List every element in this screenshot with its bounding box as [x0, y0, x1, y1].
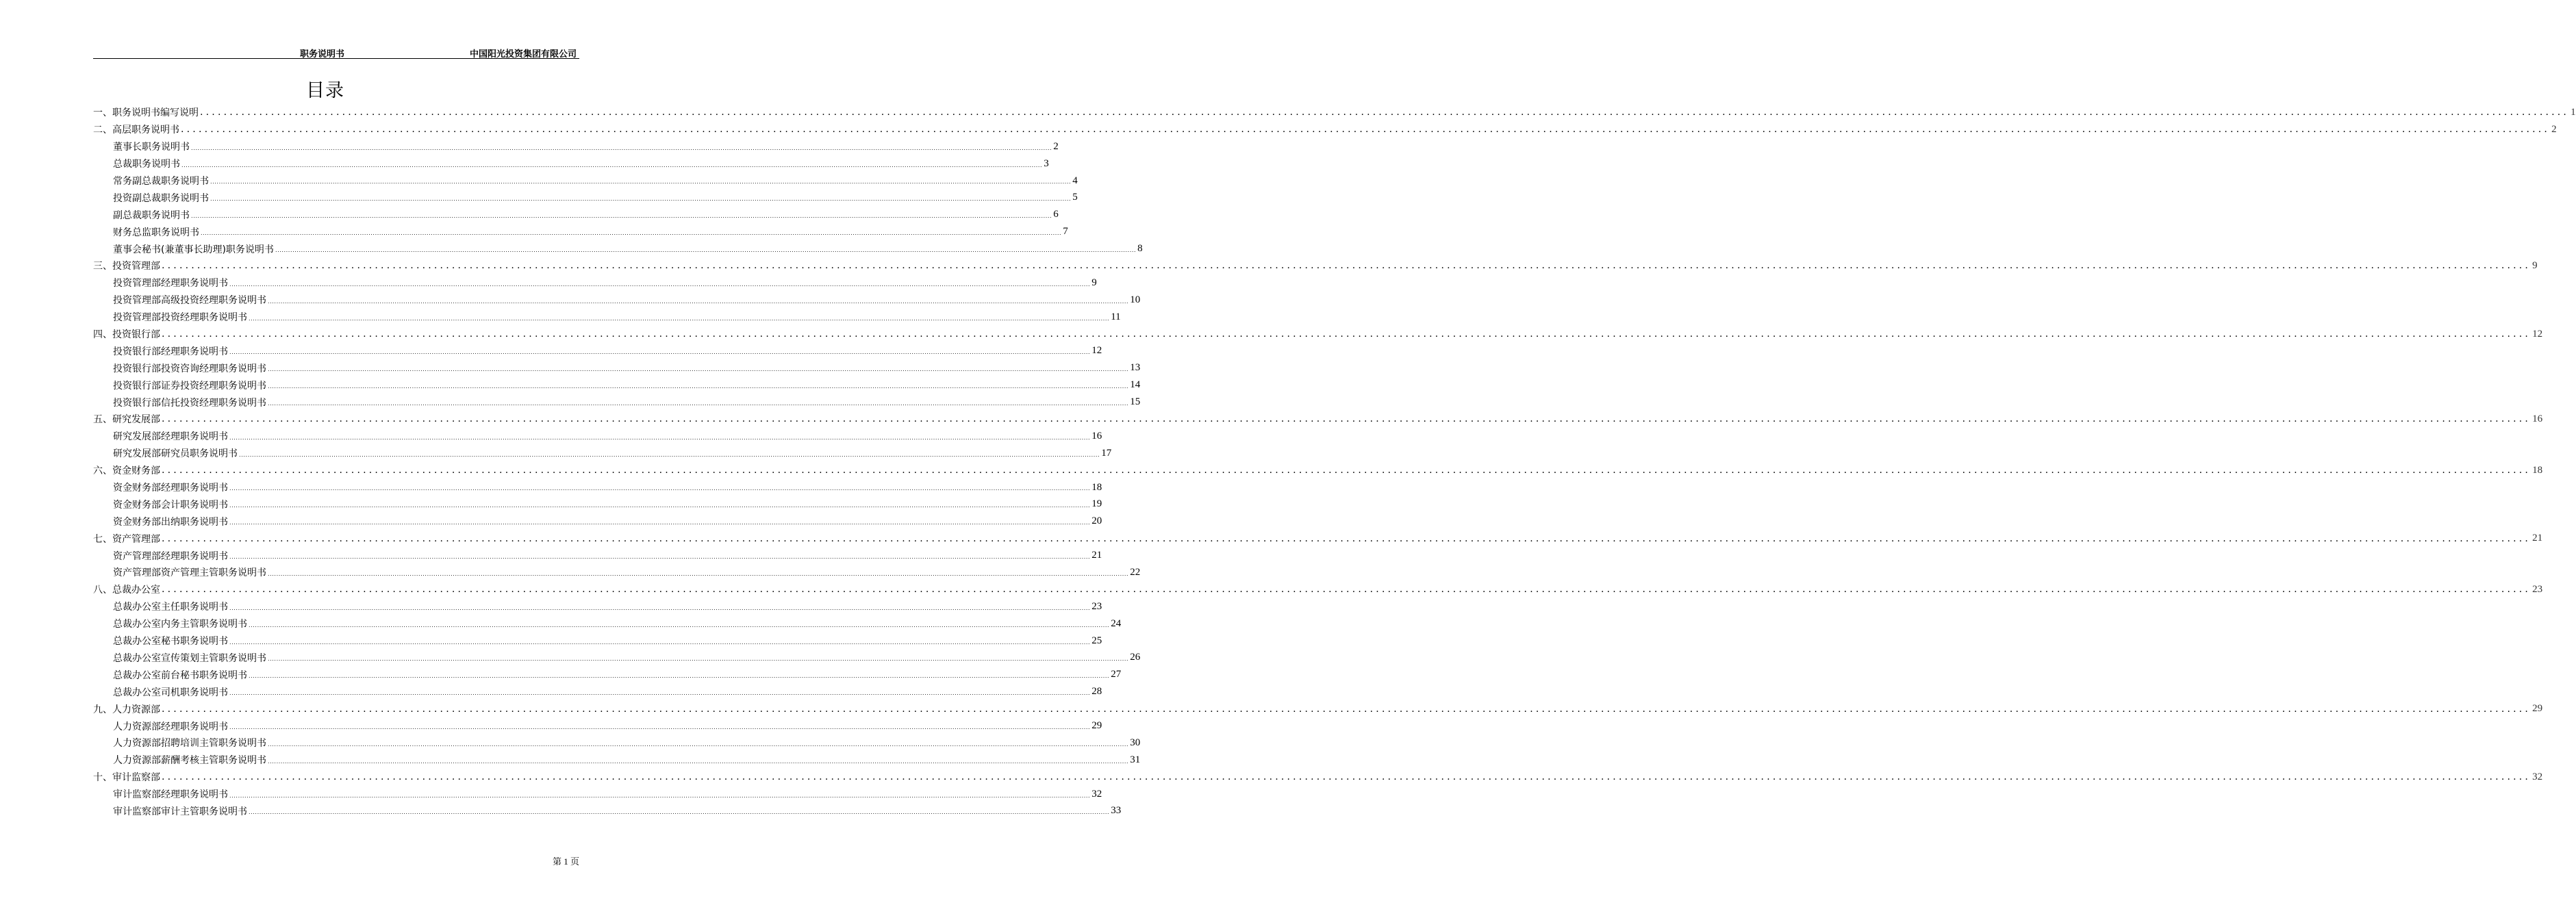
toc-entry-label: 一、职务说明书编写说明: [93, 107, 199, 119]
toc-entry-page-number: 15: [1130, 396, 1141, 408]
dot-leader: ................................................................................................................................................................................................................................................................................................................................................................................................................: [268, 400, 1129, 407]
dot-leader: ................................................................................................................................................................................................................................................................................................................................................................................................................: [229, 520, 1091, 526]
toc-entry-page-number: 18: [1091, 481, 1102, 493]
toc-entry-label: 资金财务部经理职务说明书: [113, 483, 228, 494]
toc-subsection-entry[interactable]: [93, 394, 1141, 411]
table-of-contents: [93, 104, 2576, 819]
toc-entry-page-number: 11: [1111, 311, 1121, 322]
toc-section-entry[interactable]: [93, 462, 2543, 479]
toc-entry-page-number: 23: [2532, 583, 2543, 595]
dot-leader: ................................................................................................................................................................................................................................................................................................................................................................................................................: [229, 502, 1091, 509]
dot-leader: ................................................................................................................................................................................................................................................................................................................................................................................................................: [239, 451, 1100, 458]
toc-entry-page-number: 32: [2532, 771, 2543, 782]
dot-leader: ................................................................................................................................................................................................................................................................................................................................................................................................................: [229, 604, 1091, 611]
toc-entry-label: 审计监察部审计主管职务说明书: [113, 806, 247, 817]
dot-leader: ................................................................................................................................................................................................................................................................................................................................................................................................................: [162, 260, 2531, 272]
toc-subsection-entry[interactable]: [93, 752, 1141, 769]
toc-entry-label: 审计监察部经理职务说明书: [113, 789, 228, 801]
toc-entry-page-number: 13: [1130, 362, 1141, 374]
toc-entry-page-number: 29: [2532, 703, 2543, 715]
dot-leader: ................................................................................................................................................................................................................................................................................................................................................................................................................: [268, 383, 1129, 390]
dot-leader: ................................................................................................................................................................................................................................................................................................................................................................................................................: [162, 703, 2531, 715]
toc-entry-page-number: 2: [2551, 123, 2557, 135]
dot-leader: ................................................................................................................................................................................................................................................................................................................................................................................................................: [191, 144, 1052, 151]
dot-leader: ................................................................................................................................................................................................................................................................................................................................................................................................................: [268, 298, 1129, 305]
dot-leader: ................................................................................................................................................................................................................................................................................................................................................................................................................: [229, 485, 1091, 492]
toc-entry-page-number: 4: [1072, 175, 1078, 186]
toc-entry-label: 十、审计监察部: [93, 772, 160, 784]
toc-entry-page-number: 21: [1091, 550, 1102, 561]
toc-entry-page-number: 2: [1053, 140, 1059, 152]
toc-entry-label: 五、研究发展部: [93, 414, 160, 426]
toc-subsection-entry[interactable]: [93, 223, 1068, 240]
toc-subsection-entry[interactable]: [93, 274, 1097, 292]
dot-leader: ................................................................................................................................................................................................................................................................................................................................................................................................................: [229, 639, 1091, 646]
dot-leader: ................................................................................................................................................................................................................................................................................................................................................................................................................: [162, 584, 2531, 596]
toc-entry-page-number: 20: [1091, 515, 1102, 527]
toc-entry-label: 六、资金财务部: [93, 465, 160, 477]
toc-entry-page-number: 21: [2532, 533, 2543, 544]
toc-subsection-entry[interactable]: [93, 155, 1049, 172]
toc-entry-label: 总裁办公室宣传策划主管职务说明书: [113, 652, 266, 664]
toc-section-entry[interactable]: [93, 326, 2543, 343]
toc-entry-label: 总裁职务说明书: [113, 159, 180, 170]
dot-leader: ................................................................................................................................................................................................................................................................................................................................................................................................................: [162, 771, 2531, 783]
toc-entry-label: 资金财务部会计职务说明书: [113, 499, 228, 511]
toc-entry-label: 八、总裁办公室: [93, 585, 160, 596]
dot-leader: ................................................................................................................................................................................................................................................................................................................................................................................................................: [210, 196, 1072, 203]
toc-section-entry[interactable]: [93, 700, 2543, 717]
toc-entry-label: 投资银行部经理职务说明书: [113, 346, 228, 357]
toc-section-entry[interactable]: [93, 257, 2538, 274]
toc-entry-label: 董事长职务说明书: [113, 142, 190, 153]
toc-subsection-entry[interactable]: [93, 547, 1102, 564]
toc-entry-page-number: 16: [1091, 430, 1102, 442]
toc-entry-label: 总裁办公室秘书职务说明书: [113, 636, 228, 648]
toc-entry-label: 总裁办公室内务主管职务说明书: [113, 619, 247, 630]
dot-leader: ................................................................................................................................................................................................................................................................................................................................................................................................................: [268, 758, 1129, 765]
dot-leader: ................................................................................................................................................................................................................................................................................................................................................................................................................: [181, 124, 2551, 136]
toc-section-entry[interactable]: [93, 121, 2557, 138]
toc-subsection-entry[interactable]: [93, 342, 1102, 359]
dot-leader: ................................................................................................................................................................................................................................................................................................................................................................................................................: [229, 554, 1091, 561]
dot-leader: ................................................................................................................................................................................................................................................................................................................................................................................................................: [268, 656, 1129, 663]
toc-entry-page-number: 33: [1111, 805, 1122, 817]
toc-entry-label: 四、投资银行部: [93, 329, 160, 341]
dot-leader: ................................................................................................................................................................................................................................................................................................................................................................................................................: [191, 213, 1052, 220]
toc-entry-page-number: 7: [1063, 226, 1068, 238]
dot-leader: ................................................................................................................................................................................................................................................................................................................................................................................................................: [249, 809, 1110, 816]
toc-subsection-entry[interactable]: [93, 717, 1102, 734]
page-number-footer: 第 1 页: [552, 856, 579, 867]
toc-subsection-entry[interactable]: [93, 479, 1102, 496]
toc-entry-page-number: 27: [1111, 669, 1122, 680]
dot-leader: ................................................................................................................................................................................................................................................................................................................................................................................................................: [200, 107, 2570, 118]
toc-subsection-entry[interactable]: [93, 309, 1121, 326]
toc-entry-page-number: 8: [1137, 243, 1143, 255]
toc-entry-page-number: 17: [1101, 447, 1112, 459]
toc-entry-label: 资产管理部经理职务说明书: [113, 550, 228, 562]
toc-entry-page-number: 1: [2571, 106, 2576, 118]
toc-entry-page-number: 19: [1091, 498, 1102, 510]
toc-entry-page-number: 14: [1130, 379, 1141, 391]
dot-leader: ................................................................................................................................................................................................................................................................................................................................................................................................................: [210, 179, 1072, 186]
dot-leader: ................................................................................................................................................................................................................................................................................................................................................................................................................: [275, 247, 1137, 254]
toc-entry-page-number: 25: [1091, 635, 1102, 646]
toc-entry-page-number: 5: [1072, 192, 1078, 203]
dot-leader: ................................................................................................................................................................................................................................................................................................................................................................................................................: [162, 329, 2531, 340]
toc-entry-page-number: 22: [1130, 566, 1141, 578]
toc-subsection-entry[interactable]: [93, 189, 1078, 206]
toc-entry-label: 财务总监职务说明书: [113, 227, 199, 238]
toc-entry-label: 二、高层职务说明书: [93, 125, 179, 136]
page-header: [93, 47, 579, 59]
toc-entry-label: 九、人力资源部: [93, 704, 160, 715]
toc-subsection-entry[interactable]: [93, 496, 1102, 513]
toc-subsection-entry[interactable]: [93, 632, 1102, 650]
toc-subsection-entry[interactable]: [93, 734, 1141, 752]
toc-subsection-entry[interactable]: [93, 445, 1112, 462]
toc-entry-page-number: 26: [1130, 652, 1141, 663]
toc-entry-page-number: 9: [1091, 277, 1097, 288]
toc-subsection-entry[interactable]: [93, 615, 1122, 632]
dot-leader: ................................................................................................................................................................................................................................................................................................................................................................................................................: [162, 533, 2531, 544]
toc-entry-label: 研究发展部研究员职务说明书: [113, 448, 238, 460]
toc-section-entry[interactable]: [93, 581, 2543, 598]
dot-leader: ................................................................................................................................................................................................................................................................................................................................................................................................................: [268, 366, 1129, 373]
dot-leader: ................................................................................................................................................................................................................................................................................................................................................................................................................: [268, 741, 1129, 748]
toc-entry-page-number: 30: [1130, 737, 1141, 748]
toc-entry-label: 投资银行部投资咨询经理职务说明书: [113, 363, 266, 374]
toc-entry-page-number: 9: [2532, 259, 2538, 271]
toc-subsection-entry[interactable]: [93, 138, 1059, 155]
dot-leader: ................................................................................................................................................................................................................................................................................................................................................................................................................: [229, 724, 1091, 730]
toc-entry-label: 投资银行部证券投资经理职务说明书: [113, 380, 266, 392]
dot-leader: ................................................................................................................................................................................................................................................................................................................................................................................................................: [249, 315, 1110, 322]
toc-entry-label: 总裁办公室司机职务说明书: [113, 687, 228, 698]
toc-subsection-entry[interactable]: [93, 206, 1059, 223]
toc-entry-label: 研究发展部经理职务说明书: [113, 431, 228, 443]
toc-entry-page-number: 3: [1044, 157, 1049, 169]
toc-entry-label: 总裁办公室主任职务说明书: [113, 602, 228, 613]
dot-leader: ................................................................................................................................................................................................................................................................................................................................................................................................................: [229, 792, 1091, 799]
toc-entry-label: 七、资产管理部: [93, 533, 160, 545]
toc-entry-label: 资产管理部资产管理主管职务说明书: [113, 567, 266, 579]
toc-entry-page-number: 31: [1130, 754, 1141, 765]
dot-leader: ................................................................................................................................................................................................................................................................................................................................................................................................................: [201, 230, 1062, 237]
header-doc-name: 职务说明书: [300, 49, 345, 60]
toc-entry-label: 投资管理部高级投资经理职务说明书: [113, 295, 266, 307]
dot-leader: ................................................................................................................................................................................................................................................................................................................................................................................................................: [229, 349, 1091, 356]
toc-subsection-entry[interactable]: [93, 598, 1102, 615]
dot-leader: ................................................................................................................................................................................................................................................................................................................................................................................................................: [249, 673, 1110, 680]
toc-section-entry[interactable]: [93, 104, 2576, 121]
dot-leader: ................................................................................................................................................................................................................................................................................................................................................................................................................: [249, 622, 1110, 628]
toc-entry-page-number: 16: [2532, 413, 2543, 424]
toc-subsection-entry[interactable]: [93, 428, 1102, 445]
dot-leader: ................................................................................................................................................................................................................................................................................................................................................................................................................: [268, 570, 1129, 577]
toc-title: 目录: [306, 80, 344, 101]
dot-leader: ................................................................................................................................................................................................................................................................................................................................................................................................................: [181, 162, 1043, 168]
toc-subsection-entry[interactable]: [93, 292, 1141, 309]
toc-entry-label: 副总裁职务说明书: [113, 209, 190, 221]
toc-entry-page-number: 24: [1111, 617, 1122, 629]
dot-leader: ................................................................................................................................................................................................................................................................................................................................................................................................................: [162, 413, 2531, 425]
toc-subsection-entry[interactable]: [93, 376, 1141, 394]
toc-entry-page-number: 18: [2532, 464, 2543, 476]
toc-entry-page-number: 10: [1130, 294, 1141, 305]
toc-subsection-entry[interactable]: [93, 359, 1141, 376]
toc-entry-page-number: 28: [1091, 686, 1102, 698]
dot-leader: ................................................................................................................................................................................................................................................................................................................................................................................................................: [162, 465, 2531, 476]
toc-entry-label: 投资银行部信托投资经理职务说明书: [113, 397, 266, 409]
header-company-name: 中国阳光投资集团有限公司: [469, 49, 577, 60]
toc-entry-page-number: 32: [1091, 788, 1102, 800]
toc-entry-label: 投资管理部投资经理职务说明书: [113, 312, 247, 324]
toc-entry-page-number: 23: [1091, 600, 1102, 612]
toc-entry-label: 投资副总裁职务说明书: [113, 192, 209, 204]
toc-entry-label: 人力资源部薪酬考核主管职务说明书: [113, 755, 266, 767]
toc-section-entry[interactable]: [93, 411, 2543, 428]
toc-entry-page-number: 12: [2532, 328, 2543, 340]
toc-subsection-entry[interactable]: [93, 240, 1143, 257]
toc-entry-label: 总裁办公室前台秘书职务说明书: [113, 669, 247, 681]
toc-subsection-entry[interactable]: [93, 803, 1122, 820]
dot-leader: ................................................................................................................................................................................................................................................................................................................................................................................................................: [229, 434, 1091, 441]
toc-section-entry[interactable]: [93, 769, 2543, 786]
dot-leader: ................................................................................................................................................................................................................................................................................................................................................................................................................: [229, 690, 1091, 697]
toc-entry-page-number: 29: [1091, 720, 1102, 731]
toc-section-entry[interactable]: [93, 530, 2543, 547]
toc-entry-label: 三、投资管理部: [93, 261, 160, 272]
toc-entry-page-number: 12: [1091, 345, 1102, 357]
toc-entry-label: 投资管理部经理职务说明书: [113, 278, 228, 290]
toc-entry-label: 人力资源部招聘培训主管职务说明书: [113, 738, 266, 750]
toc-subsection-entry[interactable]: [93, 683, 1102, 700]
toc-entry-label: 资金财务部出纳职务说明书: [113, 516, 228, 528]
toc-subsection-entry[interactable]: [93, 666, 1122, 683]
toc-entry-label: 人力资源部经理职务说明书: [113, 721, 228, 732]
toc-subsection-entry[interactable]: [93, 172, 1078, 190]
dot-leader: ................................................................................................................................................................................................................................................................................................................................................................................................................: [229, 281, 1091, 288]
toc-entry-page-number: 6: [1053, 209, 1059, 220]
toc-subsection-entry[interactable]: [93, 650, 1141, 667]
toc-entry-label: 常务副总裁职务说明书: [113, 176, 209, 187]
toc-entry-label: 董事会秘书(兼董事长助理)职务说明书: [113, 244, 274, 255]
toc-subsection-entry[interactable]: [93, 786, 1102, 803]
toc-subsection-entry[interactable]: [93, 564, 1141, 581]
toc-subsection-entry[interactable]: [93, 513, 1102, 530]
